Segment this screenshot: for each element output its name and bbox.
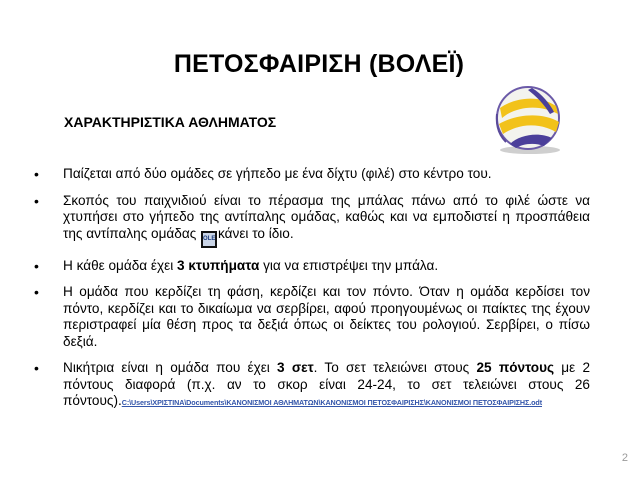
list-item — [34, 360, 590, 412]
page-number: 2 — [621, 452, 628, 464]
bullet-text: • Η ομάδα που κερδίζει τη φάση, κερδίζει και τον πόντο. Όταν η ομάδα κερδίσει τον πόντο, κερδίζει και το δικαίωμα να σερβίρει, αφού προηγουμένως οι παίκτες της έχουν περιστραφεί μία θέση προς τα δεξιά όπως οι δείκτες του ρολογιού. Σερβίρει, ο πίσω δεξιά. — [63, 284, 590, 349]
bold-text: 25 πόντους — [476, 360, 555, 375]
list-item — [34, 193, 590, 248]
bullet-text: Σκοπός του παιχνιδιού είναι το πέρασμα της μπάλας πάνω από το φιλέ ώστε να χτυπήσει στο γήπεδο της αντίπαλης ομάδας, καθώς και να εμποδιστεί η προσπάθεια της αντίπαλης ομάδας — [63, 192, 590, 241]
slide-title: ΠΕΤΟΣΦΑΙΡΙΣΗ (ΒΟΛΕΪ) — [173, 50, 465, 78]
document-link[interactable]: C:\Users\ΧΡΙΣΤΙΝΑ\Documents\ΚΑΝΟΝΙΣΜΟΙ ΑΘΛΗΜΑΤΩΝ\ΚΑΝΟΝΙΣΜΟΙ ΠΕΤΟΣΦΑΙΡΙΣΗΣ\ΚΑΝΟΝΙΣΜΟΙ ΠΕΤΟΣΦΑΙΡΙΣΗΣ.odt — [121, 398, 542, 407]
list-item — [34, 284, 590, 350]
bullet-text: Νικήτρια είναι η ομάδα που έχει — [63, 360, 278, 375]
list-item — [34, 166, 590, 183]
slide-subtitle: ΧΑΡΑΚΤΗΡΙΣΤΙΚΑ ΑΘΛΗΜΑΤΟΣ — [64, 114, 277, 130]
bullet-text: Η κάθε ομάδα έχει — [63, 257, 177, 273]
bullet-text: . Το σετ τελειώνει στους — [313, 360, 477, 375]
bullet-text: • Παίζεται από δύο ομάδες σε γήπεδο με ένα δίχτυ (φιλέ) στο κέντρο του. — [63, 166, 492, 181]
bullet-list — [34, 166, 590, 422]
bullet-text: με 2 πόντους διαφορά (π.χ. αν το σκορ είναι 24-24, το σετ τελειώνει στους 26 πόντους). — [63, 360, 590, 408]
bullet-text-end: για να επιστρέψει την μπάλα. — [259, 257, 439, 273]
volleyball-icon — [480, 84, 570, 156]
bullet-text-end: κάνει το ίδιο. — [218, 225, 294, 241]
list-item — [34, 258, 590, 275]
ole-object-icon[interactable]: OLE — [201, 231, 217, 248]
bold-text: 3 σετ — [277, 360, 314, 375]
bold-text: 3 κτυπήματα — [177, 257, 260, 273]
